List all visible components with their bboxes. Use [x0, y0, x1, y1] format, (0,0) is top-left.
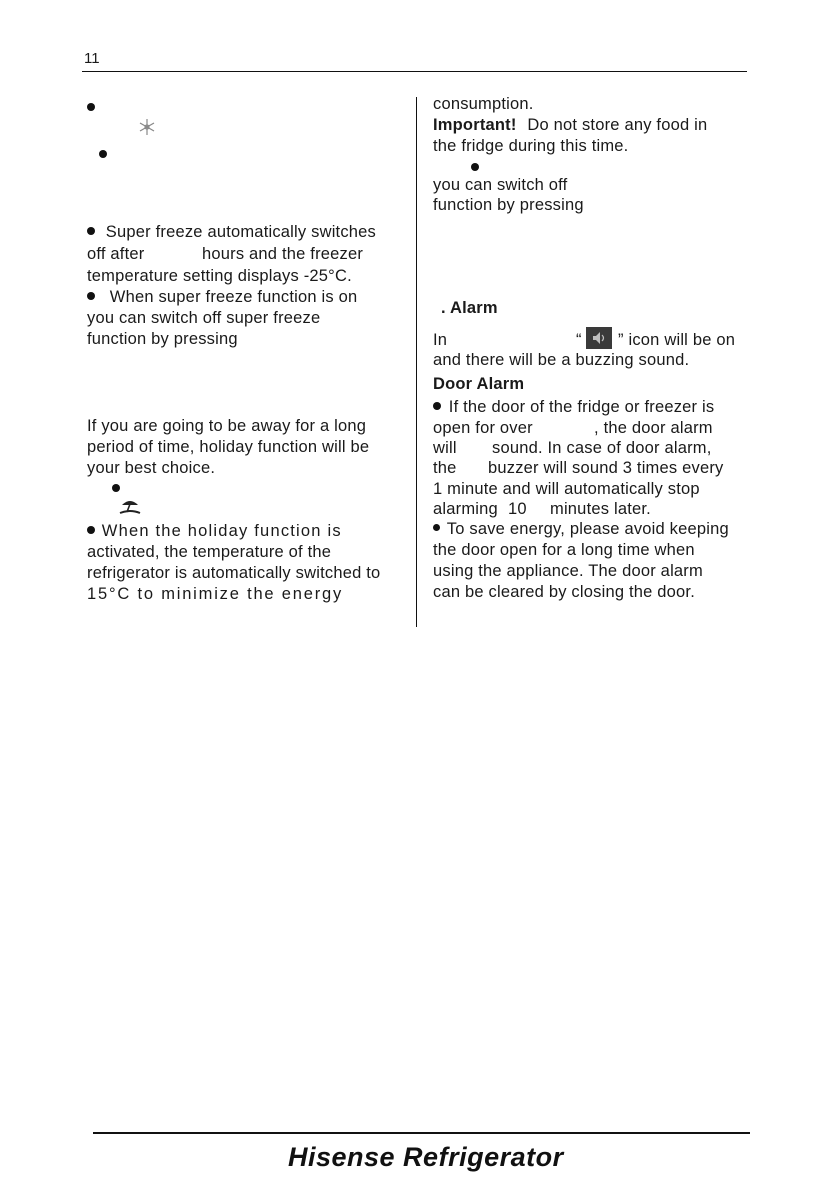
text-line: When super freeze function is on [109, 288, 358, 306]
super-freeze-on-paragraph [87, 287, 357, 307]
bullet [433, 402, 441, 410]
holiday-umbrella-icon [118, 497, 142, 520]
text-line: the fridge during this time. [433, 137, 629, 155]
text-line: will [433, 439, 457, 457]
header-rule [82, 71, 747, 72]
text-line: To save energy, please avoid keeping [446, 520, 729, 538]
text-line: refrigerator is automatically switched to [87, 564, 381, 582]
text-line: hours and the freezer [202, 245, 364, 263]
important-label: Important! [433, 116, 517, 134]
text-line: your best choice. [87, 459, 216, 477]
footer-rule [93, 1132, 750, 1134]
column-divider [416, 97, 417, 627]
bullet [87, 292, 95, 300]
text-line: If you are going to be away for a long [87, 417, 367, 435]
text-line: ” icon will be on [618, 331, 736, 349]
text-line: “ [576, 331, 582, 349]
text-line: sound. In case of door alarm, [492, 439, 712, 457]
text-line: off after [87, 245, 145, 263]
text-line: activated, the temperature of the [87, 543, 332, 561]
snowflake-icon [138, 118, 156, 141]
door-alarm-paragraph [433, 397, 714, 417]
bullet [87, 227, 95, 235]
text-line: using the appliance. The door alarm [433, 562, 703, 580]
text-line: and there will be a buzzing sound. [433, 351, 690, 369]
text-line: , the door alarm [594, 419, 713, 437]
door-alarm-heading: Door Alarm [433, 375, 525, 393]
text-line: 15°C to minimize the energy [87, 585, 344, 603]
text-line: function by pressing [87, 330, 238, 348]
text-line: function by pressing [433, 196, 584, 214]
bullet [87, 526, 95, 534]
text-line: 10 [508, 500, 527, 518]
text-line: Super freeze automatically switches [105, 223, 376, 241]
text-line: the [433, 459, 457, 477]
text-line: the door open for a long time when [433, 541, 695, 559]
text-line: you can switch off super freeze [87, 309, 321, 327]
text-line: can be cleared by closing the door. [433, 583, 696, 601]
alarm-heading: . Alarm [441, 299, 498, 317]
bullet [471, 163, 479, 171]
bullet [433, 524, 440, 531]
holiday-active-paragraph [87, 521, 342, 541]
text-line: In [433, 331, 448, 349]
text-line: 1 minute and will automatically stop [433, 480, 700, 498]
text-line: alarming [433, 500, 498, 518]
text-line: you can switch off [433, 176, 568, 194]
text-line: temperature setting displays -25°C. [87, 267, 352, 285]
text-line: buzzer will sound 3 times every [488, 459, 724, 477]
text-line: minutes later. [550, 500, 651, 518]
super-freeze-paragraph [87, 222, 376, 242]
bullet [87, 103, 95, 111]
energy-paragraph [433, 519, 729, 539]
bullet [112, 484, 120, 492]
footer-brand: Hisense Refrigerator [288, 1142, 564, 1172]
text-line: Do not store any food in [527, 116, 708, 134]
text-line: open for over [433, 419, 533, 437]
text-line: If the door of the fridge or freezer is [448, 398, 715, 416]
page-number: 11 [84, 50, 100, 67]
text-line: consumption. [433, 95, 534, 113]
bullet [99, 150, 107, 158]
important-line [433, 115, 707, 135]
text-line: period of time, holiday function will be [87, 438, 370, 456]
text-line: When the holiday function is [101, 522, 342, 540]
